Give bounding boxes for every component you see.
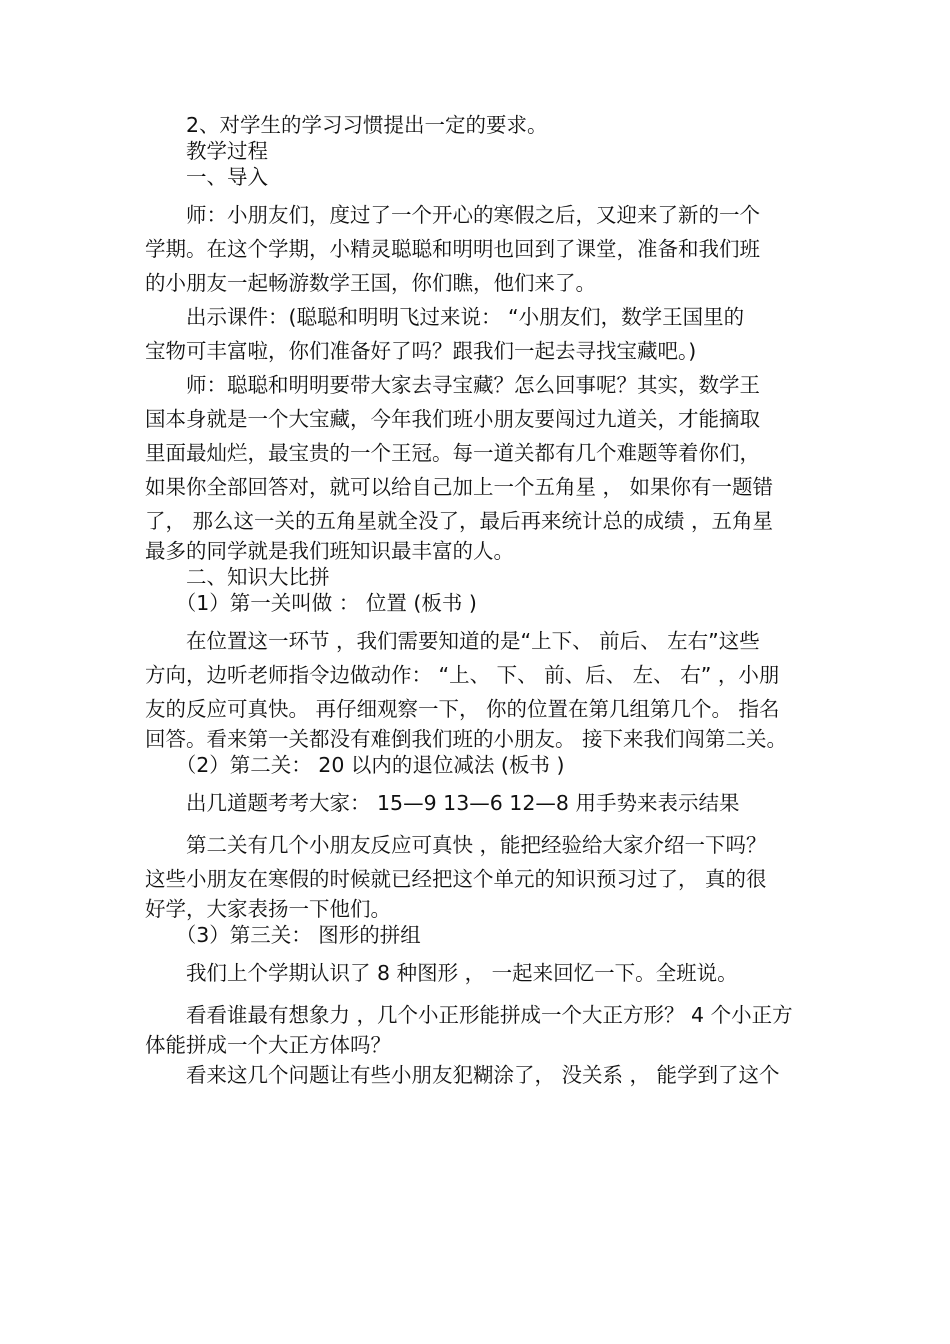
subsection-heading: （1）第一关叫做 ： 位置 (板书 ) <box>145 591 477 615</box>
subsection-heading: （2）第二关： 20 以内的退位减法 (板书 ) <box>145 753 565 777</box>
text-line: 这些小朋友在寒假的时候就已经把这个单元的知识预习过了， 真的很 <box>145 867 767 891</box>
text-line: 体能拼成一个大正方体吗？ <box>145 1033 391 1057</box>
text-line: 出示课件：(聪聪和明明飞过来说： “小朋友们，数学王国里的 <box>145 305 745 329</box>
section-heading: 二、知识大比拼 <box>145 565 330 589</box>
section-heading: 教学过程 <box>145 139 268 163</box>
document-body <box>145 112 813 1092</box>
text-line: 看看谁最有想象力 ，几个小正形能拼成一个大正方形？ 4 个小正方 <box>145 1003 793 1027</box>
text-line: 国本身就是一个大宝藏，今年我们班小朋友要闯过九道关，才能摘取 <box>145 407 760 431</box>
text-line: 了， 那么这一关的五角星就全没了，最后再来统计总的成绩 ，五角星 <box>145 509 774 533</box>
text-line: 里面最灿烂，最宝贵的一个王冠。每一道关都有几个难题等着你们， <box>145 441 760 465</box>
text-line: 出几道题考考大家： 15—9 13—6 12—8 用手势来表示结果 <box>145 791 740 815</box>
text-line: 方向，边听老师指令边做动作： “上、 下、 前、后、 左、 右” ，小朋 <box>145 663 780 687</box>
text-line: 如果你全部回答对，就可以给自己加上一个五角星 ， 如果你有一题错 <box>145 475 774 499</box>
text-line: 师：小朋友们，度过了一个开心的寒假之后，又迎来了新的一个 <box>145 203 760 227</box>
subsection-heading: （3）第三关： 图形的拼组 <box>145 923 421 947</box>
text-line: 友的反应可真快。 再仔细观察一下， 你的位置在第几组第几个。 指名 <box>145 697 780 721</box>
text-line: 学期。在这个学期，小精灵聪聪和明明也回到了课堂，准备和我们班 <box>145 237 760 261</box>
text-line: 我们上个学期认识了 8 种图形 ， 一起来回忆一下。全班说。 <box>145 961 738 985</box>
text-line: 在位置这一环节 ，我们需要知道的是“上下、 前后、 左右”这些 <box>145 629 760 653</box>
text-line: 2、对学生的学习习惯提出一定的要求。 <box>145 113 548 137</box>
text-line: 师：聪聪和明明要带大家去寻宝藏？怎么回事呢？其实，数学王 <box>145 373 760 397</box>
text-line: 第二关有几个小朋友反应可真快 ，能把经验给大家介绍一下吗？ <box>145 833 767 857</box>
text-line: 的小朋友一起畅游数学王国，你们瞧，他们来了。 <box>145 271 596 295</box>
text-line: 宝物可丰富啦，你们准备好了吗？跟我们一起去寻找宝藏吧。) <box>145 339 697 363</box>
text-line: 好学，大家表扬一下他们。 <box>145 897 391 921</box>
text-line: 回答。看来第一关都没有难倒我们班的小朋友。 接下来我们闯第二关。 <box>145 727 788 751</box>
text-line: 最多的同学就是我们班知识最丰富的人。 <box>145 539 514 563</box>
section-heading: 一、导入 <box>145 165 268 189</box>
text-line: 看来这几个问题让有些小朋友犯糊涂了， 没关系 ， 能学到了这个 <box>145 1063 780 1087</box>
